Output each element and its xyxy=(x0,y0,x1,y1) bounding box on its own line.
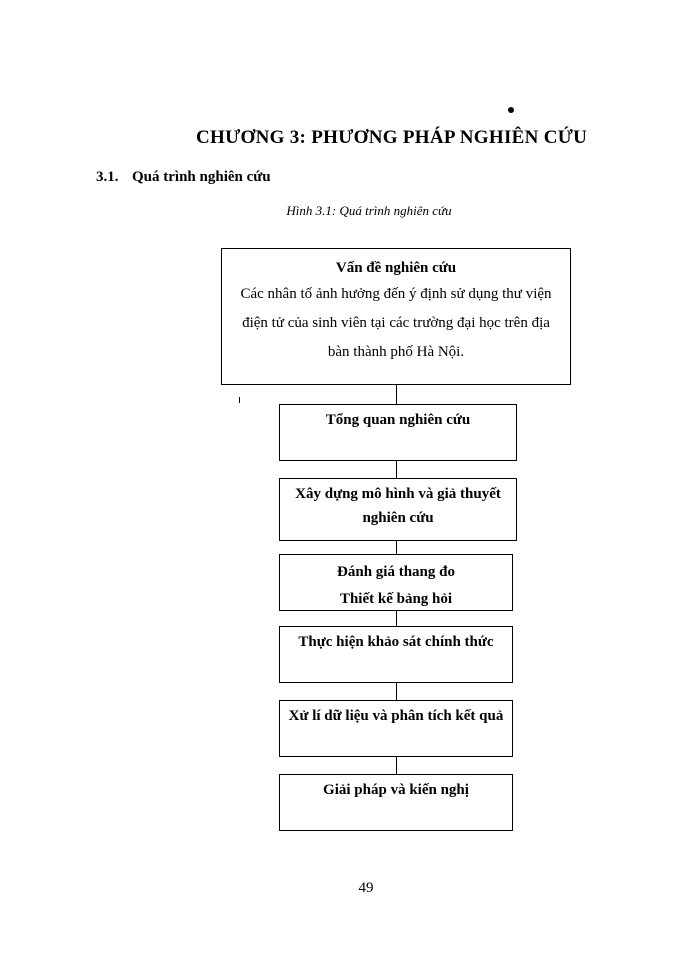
flow-step-title: Xử lí dữ liệu và phân tích kết quả xyxy=(288,708,504,724)
bullet-dot xyxy=(508,107,514,113)
flow-connector xyxy=(396,461,397,478)
flow-step-literature-review xyxy=(279,404,517,461)
flow-step-title: Xây dựng mô hình và giả thuyết nghiên cứu xyxy=(295,486,501,526)
flow-connector xyxy=(396,611,397,626)
page-number: 49 xyxy=(358,880,374,896)
flow-step-title: Vấn đề nghiên cứu xyxy=(335,260,457,276)
flow-step-scale-evaluation xyxy=(279,554,513,611)
flow-connector xyxy=(396,541,397,554)
flow-step-description: Các nhân tố ảnh hưởng đến ý định sử dụng thư viện điện tử của sinh viên tại các trường đại học trên địa bàn thành phố Hà Nội. xyxy=(240,286,552,360)
flow-connector xyxy=(396,683,397,700)
section-heading xyxy=(96,169,271,186)
flow-step-official-survey xyxy=(279,626,513,683)
flow-connector xyxy=(396,757,397,774)
flow-step-title: Tổng quan nghiên cứu xyxy=(325,412,471,428)
stray-tick-mark xyxy=(239,397,240,403)
flow-step-title: Giải pháp và kiến nghị xyxy=(323,782,469,798)
section-number: 3.1. xyxy=(96,169,119,185)
figure-caption: Hình 3.1: Quá trình nghiên cứu xyxy=(286,203,452,218)
flow-step-data-analysis xyxy=(279,700,513,757)
flow-connector xyxy=(396,385,397,404)
flow-step-subtitle: Thiết kế bảng hỏi xyxy=(339,591,453,607)
flow-step-recommendations xyxy=(279,774,513,831)
section-title: Quá trình nghiên cứu xyxy=(132,169,271,185)
flow-step-model-hypotheses xyxy=(279,478,517,541)
flow-step-research-problem xyxy=(221,248,571,385)
flow-step-title: Đánh giá thang đo xyxy=(337,564,455,580)
flow-step-title: Thực hiện khảo sát chính thức xyxy=(298,634,494,650)
chapter-title: CHƯƠNG 3: PHƯƠNG PHÁP NGHIÊN CỨU xyxy=(196,127,588,148)
